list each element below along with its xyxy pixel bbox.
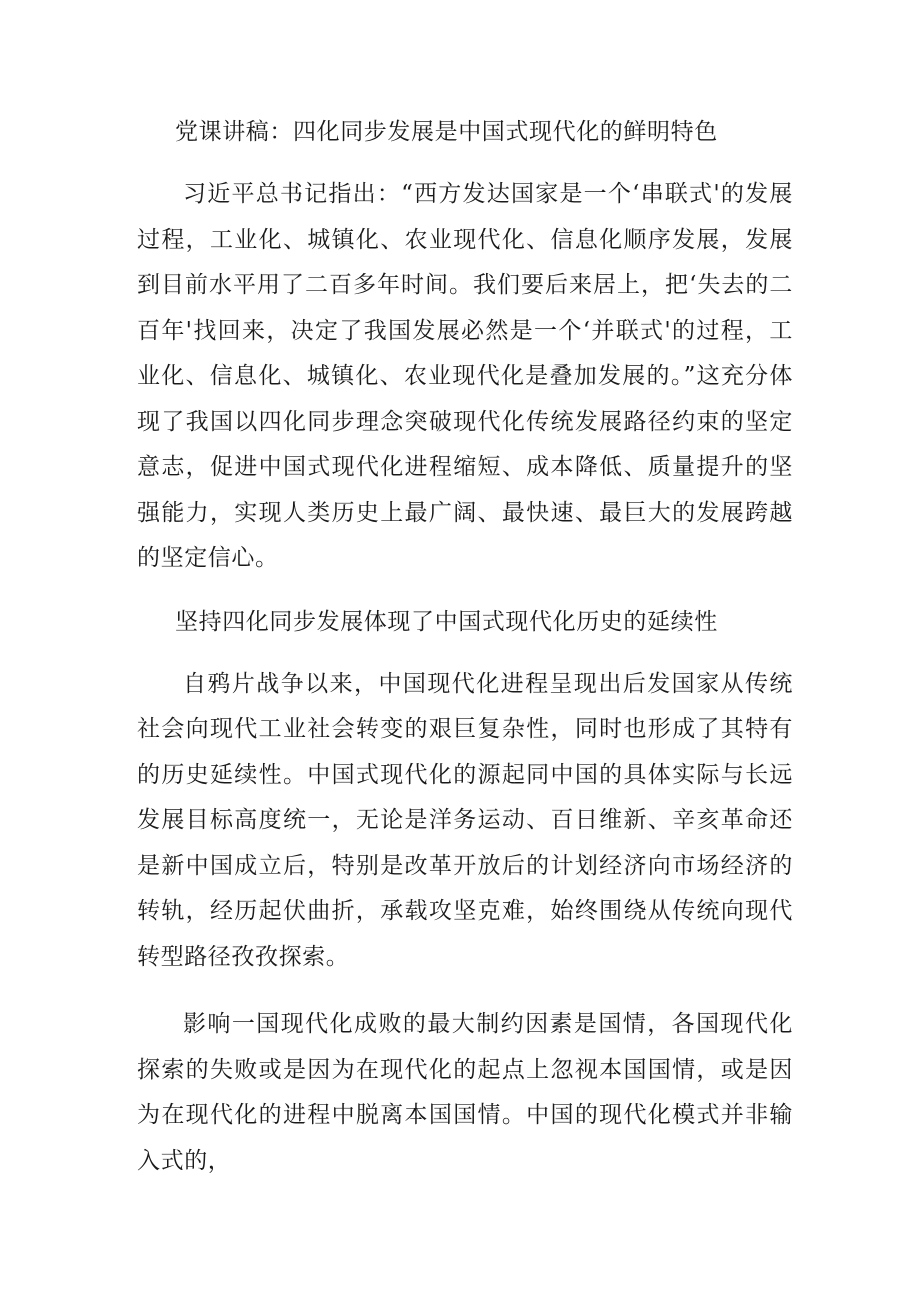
document-body (137, 110, 793, 1184)
paragraph-history: 自鸦片战争以来，中国现代化进程呈现出后发国家从传统社会向现代工业社会转变的艰巨复杂性，同时也形成了其特有的历史延续性。中国式现代化的源起同中国的具体实际与长远发展目标高度统一，无论是洋务运动、百日维新、辛亥革命还是新中国成立后，特别是改革开放后的计划经济向市场经济的转轨，经历起伏曲折，承载攻坚克难，始终围绕从传统向现代转型路径孜孜探索。 (137, 670, 793, 970)
paragraph-intro: 习近平总书记指出：“西方发达国家是一个‘串联式'的发展过程，工业化、城镇化、农业现代化、信息化顺序发展，发展到目前水平用了二百多年时间。我们要后来居上，把‘失去的二百年'找回来，决定了我国发展必然是一个‘并联式'的过程，工业化、信息化、城镇化、农业现代化是叠加发展的。”这充分体现了我国以四化同步理念突破现代化传统发展路径约束的坚定意志，促进中国式现代化进程缩短、成本降低、质量提升的坚强能力，实现人类历史上最广阔、最快速、最巨大的发展跨越的坚定信心。 (137, 181, 793, 571)
spacer (137, 644, 793, 662)
paragraph-national-conditions: 影响一国现代化成败的最大制约因素是国情，各国现代化探索的失败或是因为在现代化的起点上忽视本国国情，或是因为在现代化的进程中脱离本国国情。中国的现代化模式并非输入式的， (137, 1011, 793, 1174)
spacer (137, 162, 793, 172)
section-heading: 坚持四化同步发展体现了中国式现代化历史的延续性 (175, 608, 718, 635)
document-title: 党课讲稿：四化同步发展是中国式现代化的鲜明特色 (175, 119, 718, 145)
spacer (137, 582, 793, 600)
spacer (137, 980, 793, 1002)
